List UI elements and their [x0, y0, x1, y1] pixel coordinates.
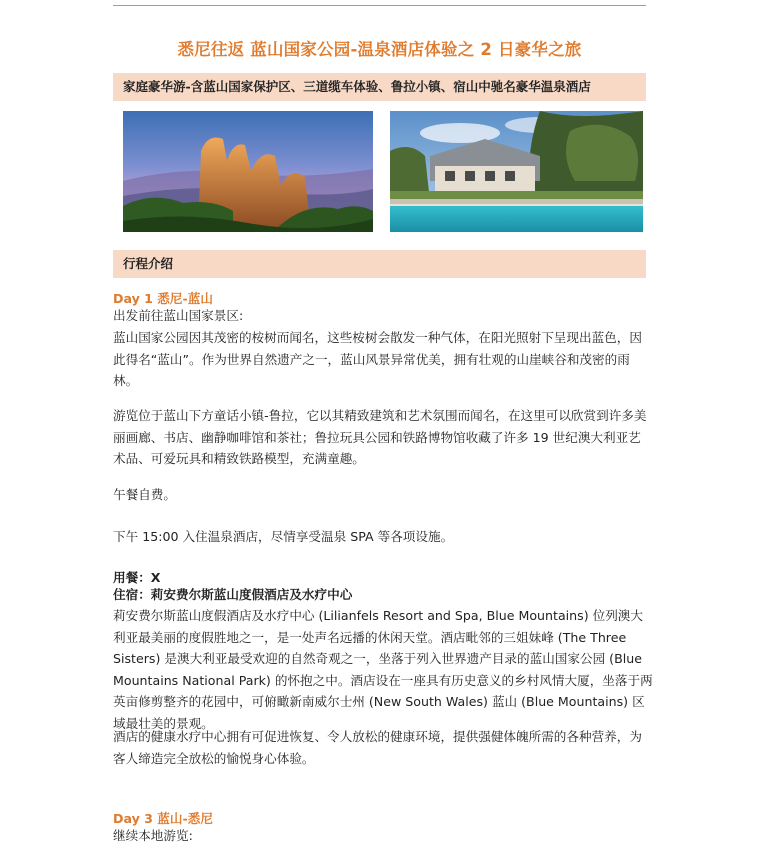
subtitle-band — [113, 73, 646, 101]
subtitle-text: 家庭豪华游-含蓝山国家保护区、三道缆车体验、鲁拉小镇、宿山中驰名豪华温泉酒店 — [123, 79, 591, 94]
section-heading: 行程介绍 — [123, 256, 174, 271]
top-divider — [113, 5, 646, 6]
three-sisters-photo — [123, 111, 373, 232]
day1-intro: 出发前往蓝山国家景区: — [113, 308, 244, 323]
day1-spa-desc: 酒店的健康水疗中心拥有可促进恢复、令人放松的健康环境，提供强健体魄所需的各种营养，为客人缔造完全放松的愉悦身心体验。 — [113, 729, 642, 766]
page-title: 悉尼往返 蓝山国家公园-温泉酒店体验之 2 日豪华之旅 — [177, 40, 582, 59]
day1-para2: 游览位于蓝山下方童话小镇-鲁拉，它以其精致建筑和艺术氛围而闻名，在这里可以欣赏到许多美丽画廊、书店、幽静咖啡馆和茶社；鲁拉玩具公园和铁路博物馆收藏了许多 19 世纪澳大利亚艺术品、可爱玩具和精致铁路模型，充满童趣。 — [113, 408, 647, 466]
day1-hotel-desc: 莉安费尔斯蓝山度假酒店及水疗中心 (Lilianfels Resort and Spa, Blue Mountains) 位列澳大利亚最美丽的度假胜地之一，是一处声名远播的休闲天堂。酒店毗邻的三姐妹峰 (The Three Sisters) 是澳大利亚最受欢迎的自然奇观之一，坐落于列入世界遗产目录的蓝山国家公园 (Blue Mountains National Park) 的怀抱之中。酒店设在一座具有历史意义的乡村风情大厦，坐落于两英亩修剪整齐的花园中，可俯瞰新南威尔士州 (New South Wales) 蓝山 (Blue Mountains) 区域最壮美的景观。 — [113, 608, 653, 731]
hotel-pool-photo — [390, 111, 643, 232]
day1-checkin: 下午 15:00 入住温泉酒店，尽情享受温泉 SPA 等各项设施。 — [113, 529, 454, 544]
day1-heading: Day 1 悉尼-蓝山 — [113, 291, 213, 306]
day3-intro: 继续本地游览: — [113, 828, 193, 843]
day1-lunch: 午餐自费。 — [113, 487, 176, 502]
day1-meals: 用餐：X — [113, 570, 161, 585]
day1-hotel: 住宿：莉安费尔斯蓝山度假酒店及水疗中心 — [113, 587, 353, 602]
day1-para1: 蓝山国家公园因其茂密的桉树而闻名，这些桉树会散发一种气体，在阳光照射下呈现出蓝色，因此得名“蓝山”。作为世界自然遗产之一，蓝山风景异常优美，拥有壮观的山崖峡谷和茂密的雨林。 — [113, 330, 642, 388]
section-heading-band — [113, 250, 646, 278]
day3-heading: Day 3 蓝山-悉尼 — [113, 811, 213, 826]
